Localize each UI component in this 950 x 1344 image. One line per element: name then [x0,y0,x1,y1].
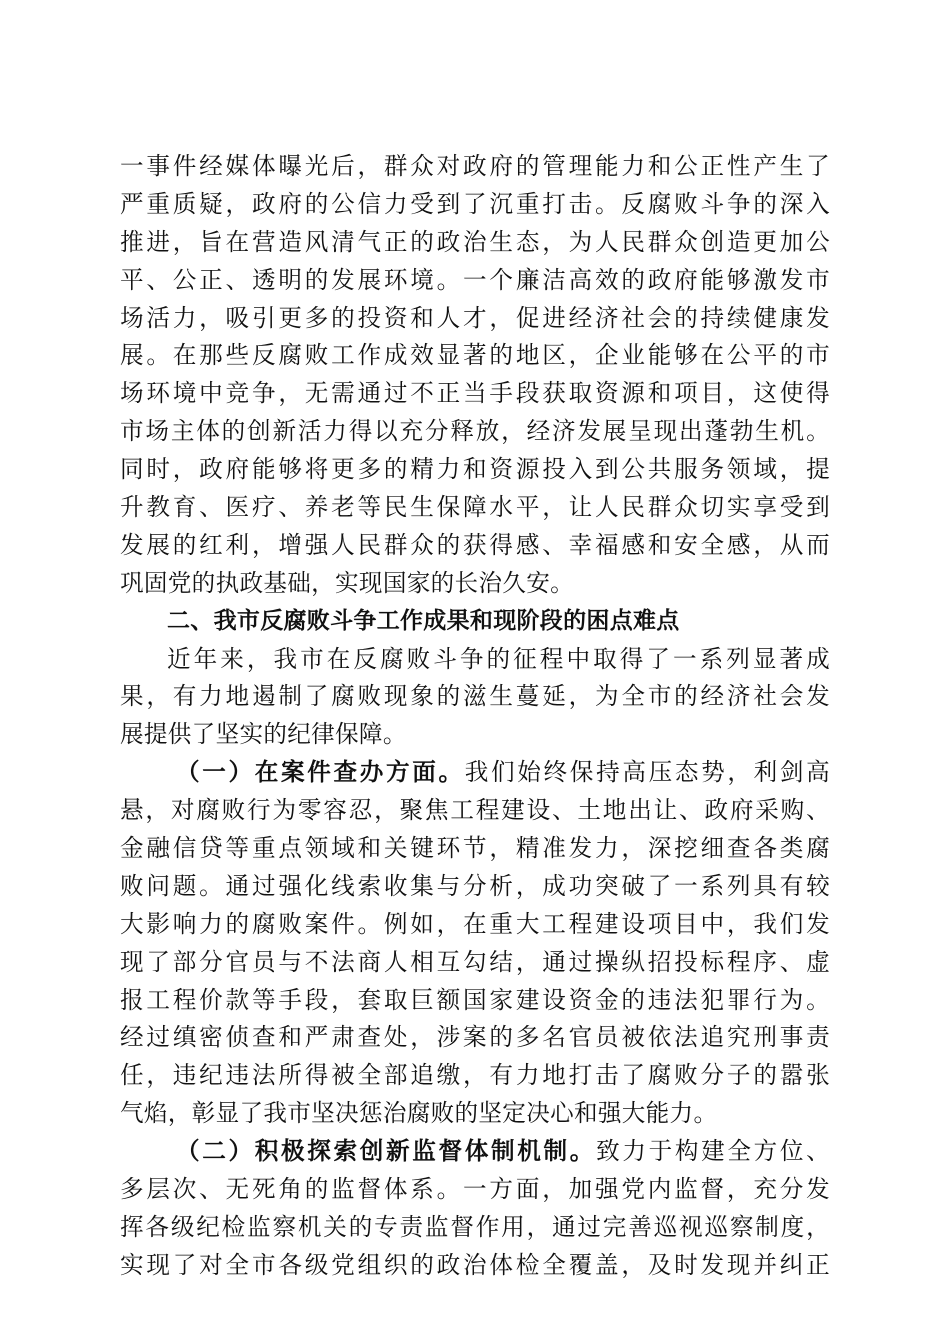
subheading-lead: （二）积极探索创新监督体制机制。 [176,1137,597,1166]
text-line: 报工程价款等手段，套取巨额国家建设资金的违法犯罪行为。 [120,985,830,1014]
text-line: 严重质疑，政府的公信力受到了沉重打击。反腐败斗争的深入 [120,189,830,218]
paragraph-3 [120,754,830,1133]
text-line: 近年来，我市在反腐败斗争的征程中取得了一系列显著成 [167,644,830,673]
text-line: 果，有力地遏制了腐败现象的滋生蔓延，为全市的经济社会发 [120,682,830,711]
text-line: 场活力，吸引更多的投资和人才，促进经济社会的持续健康发 [120,303,830,332]
text-line: 场环境中竞争，无需通过不正当手段获取资源和项目，这使得 [120,379,830,408]
text-line: 金融信贷等重点领域和关键环节，精准发力，深挖细查各类腐 [120,834,830,863]
text-line: 现了部分官员与不法商人相互勾结，通过操纵招投标程序、虚 [120,947,830,976]
text-line-first [120,754,830,792]
text-line: 败问题。通过强化线索收集与分析，成功突破了一系列具有较 [120,871,830,900]
section-heading [120,603,830,641]
text-line: 任，违纪违法所得被全部追缴，有力地打击了腐败分子的嚣张 [120,1061,830,1090]
text-run: 我们始终保持高压态势，利剑高 [464,758,830,787]
paragraph-4 [120,1133,830,1285]
text-line: 展。在那些反腐败工作成效显著的地区，企业能够在公平的市 [120,341,830,370]
text-line: 发展的红利，增强人民群众的获得感、幸福感和安全感，从而 [120,530,830,559]
text-line: 一事件经媒体曝光后，群众对政府的管理能力和公正性产生了 [120,152,830,180]
text-line: 升教育、医疗、养老等民生保障水平，让人民群众切实享受到 [120,493,830,522]
text-line: 平、公正、透明的发展环境。一个廉洁高效的政府能够激发市 [120,265,830,294]
paragraph-1 [120,148,830,603]
text-line: 实现了对全市各级党组织的政治体检全覆盖，及时发现并纠正 [120,1250,830,1279]
text-line: 多层次、无死角的监督体系。一方面，加强党内监督，充分发 [120,1175,830,1204]
text-run: 致力于构建全方位、 [596,1137,830,1166]
heading-text: 二、我市反腐败斗争工作成果和现阶段的困点难点 [167,607,680,634]
text-line: 展提供了坚实的纪律保障。 [120,720,407,749]
text-line: 经过缜密侦查和严肃查处，涉案的多名官员被依法追究刑事责 [120,1023,830,1052]
document-page [120,148,830,1285]
text-line: 悬，对腐败行为零容忍，聚焦工程建设、土地出让、政府采购、 [120,796,830,825]
text-line: 挥各级纪检监察机关的专责监督作用，通过完善巡视巡察制度， [120,1212,830,1241]
paragraph-2 [120,641,830,755]
text-line-first [120,1133,830,1171]
text-line: 推进，旨在营造风清气正的政治生态，为人民群众创造更加公 [120,227,830,256]
text-line: 气焰，彰显了我市坚决惩治腐败的坚定决心和强大能力。 [120,1099,718,1128]
text-line: 市场主体的创新活力得以充分释放，经济发展呈现出蓬勃生机。 [120,417,830,446]
text-line: 同时，政府能够将更多的精力和资源投入到公共服务领域，提 [120,455,830,484]
text-line: 巩固党的执政基础，实现国家的长治久安。 [120,568,574,597]
subheading-lead: （一）在案件查办方面。 [176,758,465,787]
text-line: 大影响力的腐败案件。例如，在重大工程建设项目中，我们发 [120,909,830,938]
